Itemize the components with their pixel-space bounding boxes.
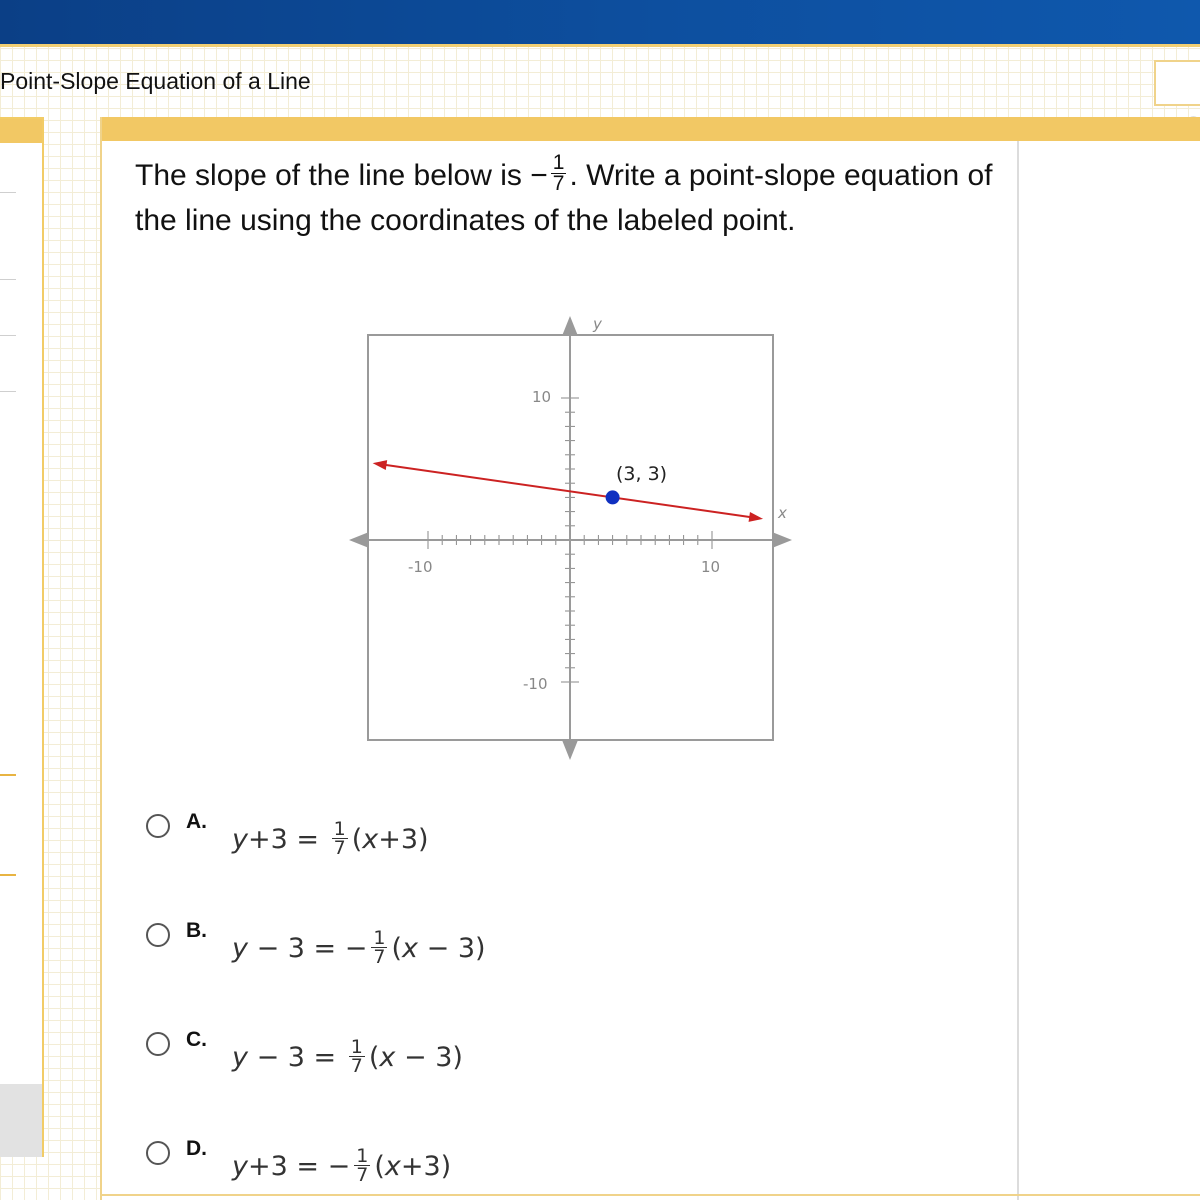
slope-numerator: 1 <box>552 150 565 174</box>
choice-c-lhs: − 3 = <box>256 1042 337 1073</box>
choice-c-numerator: 1 <box>350 1036 363 1058</box>
choice-a-radio[interactable] <box>146 814 170 838</box>
choice-a-lhs: +3 = <box>247 824 319 855</box>
choice-c-equation: y − 3 = $\frac{1}{7}$ (x − 3) <box>232 1036 463 1077</box>
choice-d-equation: y+3 = − $\frac{1}{7}$ (x+3) <box>232 1145 452 1186</box>
choice-a-denominator: 7 <box>333 837 346 859</box>
choice-a-fraction <box>332 820 348 857</box>
choice-c[interactable] <box>146 1028 626 1102</box>
choice-c-x: x <box>379 1042 396 1073</box>
left-panel-divider <box>0 279 16 280</box>
choice-d[interactable] <box>146 1137 626 1200</box>
left-panel-divider <box>0 874 16 876</box>
choice-b-lhs: − 3 = <box>256 933 337 964</box>
choice-a-numerator: 1 <box>333 818 346 840</box>
left-panel-divider <box>0 192 16 193</box>
choice-b-denominator: 7 <box>373 946 386 968</box>
y-axis-arrow-up <box>562 316 578 336</box>
choice-b-letter: B. <box>186 919 207 942</box>
top-right-button[interactable] <box>1154 60 1200 106</box>
lesson-title: Point-Slope Equation of a Line <box>0 68 311 94</box>
choice-d-fraction <box>354 1147 370 1184</box>
x-axis-label: x <box>778 504 787 522</box>
point-label: (3, 3) <box>616 463 668 485</box>
choice-b-radio[interactable] <box>146 923 170 947</box>
labeled-point <box>606 490 620 504</box>
y-tick-label-10: 10 <box>532 388 552 406</box>
choice-c-fraction <box>349 1038 365 1075</box>
slope-sign: − <box>530 159 548 192</box>
question-text-before: The slope of the line below is <box>135 159 531 192</box>
choice-d-numerator: 1 <box>356 1145 369 1167</box>
choice-b-fraction <box>371 929 387 966</box>
choice-b[interactable] <box>146 919 626 993</box>
banner-accent-line <box>0 44 1200 47</box>
choice-a-rhs: +3) <box>378 824 429 855</box>
choice-d-x: x <box>384 1151 401 1182</box>
choice-b-rhs: − 3) <box>426 933 486 964</box>
choice-a-equation: y+3 = $\frac{1}{7}$ (x+3) <box>232 818 429 859</box>
slope-fraction <box>551 150 567 195</box>
question-text-after: . Write a point-slope equation of the line using the coordinates of the labeled point. <box>135 159 993 237</box>
choice-b-y: y <box>232 933 248 964</box>
choice-d-y: y <box>232 1151 248 1182</box>
choice-b-numerator: 1 <box>373 927 386 949</box>
top-banner <box>0 0 1200 44</box>
choice-c-y: y <box>232 1042 248 1073</box>
left-panel-divider <box>0 774 16 776</box>
left-panel-divider <box>0 335 16 336</box>
x-tick-label-neg10: -10 <box>408 558 433 576</box>
choice-a-letter: A. <box>186 810 207 833</box>
choice-d-radio[interactable] <box>146 1141 170 1165</box>
question-text <box>135 150 995 243</box>
question-panel <box>100 117 1200 1200</box>
choice-c-rhs: − 3) <box>403 1042 463 1073</box>
left-panel-button[interactable] <box>0 1084 42 1157</box>
choice-d-sign: − <box>327 1151 351 1182</box>
choice-d-rhs: +3) <box>400 1151 452 1182</box>
y-axis-label: y <box>593 315 602 333</box>
choice-d-lhs: +3 = <box>247 1151 319 1182</box>
choice-b-equation: y − 3 = − $\frac{1}{7}$ (x − 3) <box>232 927 486 968</box>
choice-a[interactable] <box>146 810 626 884</box>
choice-d-denominator: 7 <box>356 1164 369 1186</box>
choice-d-letter: D. <box>186 1137 207 1160</box>
choice-a-y: y <box>232 824 248 855</box>
y-tick-label-neg10: -10 <box>523 675 548 693</box>
choice-b-x: x <box>402 933 419 964</box>
y-axis-arrow-down <box>562 740 578 760</box>
left-panel-header <box>0 119 42 143</box>
choice-b-sign: − <box>344 933 368 964</box>
x-axis-arrow-left <box>349 532 369 548</box>
choice-c-radio[interactable] <box>146 1032 170 1056</box>
x-axis-arrow-right <box>772 532 792 548</box>
panel-divider <box>1017 141 1019 1200</box>
slope-denominator: 7 <box>552 171 565 195</box>
question-panel-header <box>102 117 1200 141</box>
choice-c-letter: C. <box>186 1028 207 1051</box>
left-side-panel <box>0 117 44 1157</box>
left-panel-divider <box>0 391 16 392</box>
choice-c-denominator: 7 <box>350 1055 363 1077</box>
coordinate-graph <box>347 312 807 772</box>
x-tick-label-10: 10 <box>701 558 721 576</box>
choice-a-x: x <box>362 824 379 855</box>
